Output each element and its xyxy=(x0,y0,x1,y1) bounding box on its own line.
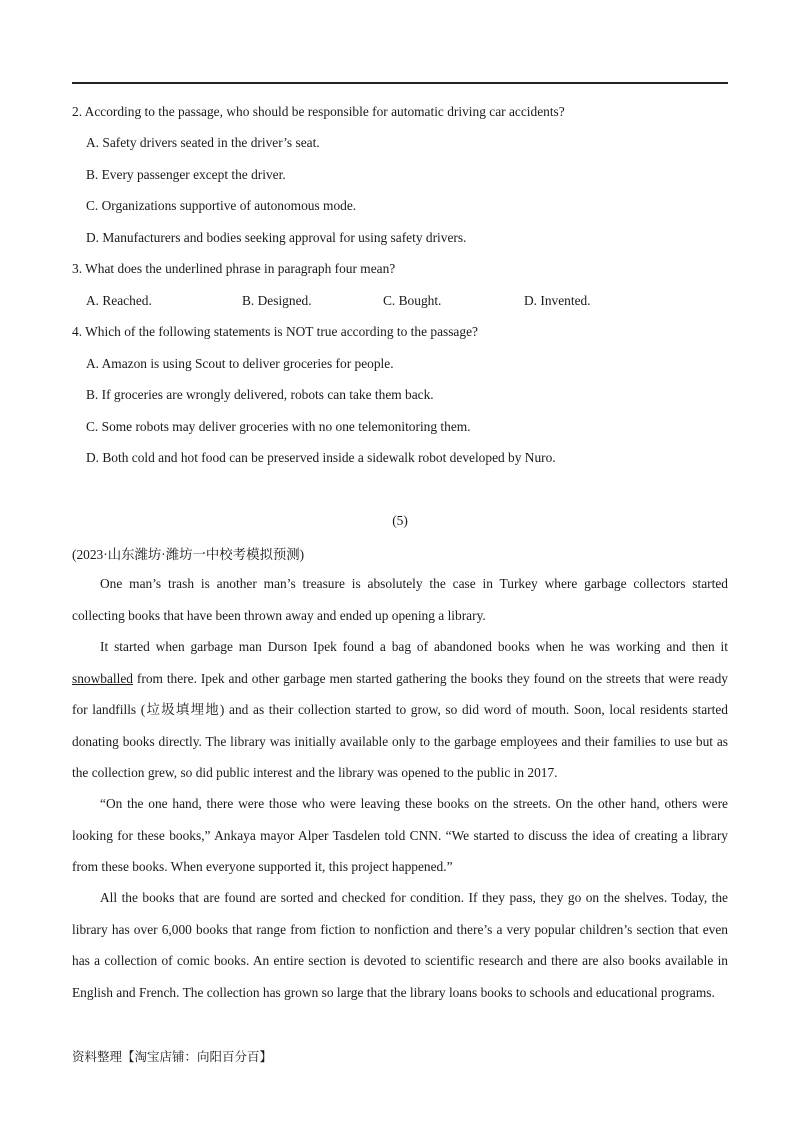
question-4-option-d: D. Both cold and hot food can be preserved inside a sidewalk robot developed by Nuro. xyxy=(86,450,556,465)
passage-paragraph-2 xyxy=(72,631,728,789)
footer-note: 资料整理【淘宝店铺：向阳百分百】 xyxy=(72,1049,273,1064)
passage-paragraph-4: All the books that are found are sorted and checked for condition. If they pass, they go on the shelves. Today, the library has over 6,000 books that range from fiction to nonfiction and there’s a very popular children’s section that even has a collection of comic books. An entire section is devoted to scientific research and there are also books available in English and French. The collection has grown so large that the library loans books to schools and educational programs. xyxy=(72,890,728,1000)
passage-paragraph-2-start: It started when garbage man Durson Ipek found a bag of abandoned books when he was working and then it xyxy=(100,639,728,654)
question-4-option-a: A. Amazon is using Scout to deliver groceries for people. xyxy=(86,356,394,371)
question-2-option-c: C. Organizations supportive of autonomous mode. xyxy=(86,198,357,213)
section-number: (5) xyxy=(392,513,408,528)
passage-paragraph-3: “On the one hand, there were those who were leaving these books on the streets. On the other hand, others were looking for these books,” Ankaya mayor Alper Tasdelen told CNN. “We started to discuss the idea of creating a library from these books. When everyone supported it, this project happened.” xyxy=(72,796,728,874)
question-3-option-d: D. Invented. xyxy=(524,293,591,308)
passage-paragraph-1: One man’s trash is another man’s treasure is absolutely the case in Turkey where garbage collectors started collecting books that have been thrown away and ended up opening a library. xyxy=(72,576,728,623)
question-4-option-b: B. If groceries are wrongly delivered, robots can take them back. xyxy=(86,387,434,402)
question-4-stem: 4. Which of the following statements is NOT true according to the passage? xyxy=(72,324,478,339)
underlined-word: snowballed xyxy=(72,670,133,686)
passage-paragraph-2-rest: from there. Ipek and other garbage men started gathering the books they found on the streets that were ready for landfills (垃圾填埋地) and as their collection started to grow, so did word of mouth. Soon, local residents started donating books directly. The library was initially available only to the garbage employees and their families to use but as the collection grew, so did public interest and the library was opened to the public in 2017. xyxy=(72,670,728,780)
question-3-option-a: A. Reached. xyxy=(86,293,152,308)
source-note: (2023·山东潍坊·潍坊一中校考模拟预测) xyxy=(72,547,305,562)
question-2-option-b: B. Every passenger except the driver. xyxy=(86,167,286,182)
question-3-option-b: B. Designed. xyxy=(242,293,312,308)
question-4-option-c: C. Some robots may deliver groceries with no one telemonitoring them. xyxy=(86,419,471,434)
header-rule xyxy=(72,82,728,84)
question-3-option-c: C. Bought. xyxy=(383,293,442,308)
question-2-option-d: D. Manufacturers and bodies seeking approval for using safety drivers. xyxy=(86,230,467,245)
question-3-stem: 3. What does the underlined phrase in paragraph four mean? xyxy=(72,261,396,276)
question-2-option-a: A. Safety drivers seated in the driver’s seat. xyxy=(86,135,320,150)
question-2-stem: 2. According to the passage, who should be responsible for automatic driving car accidents? xyxy=(72,104,565,119)
